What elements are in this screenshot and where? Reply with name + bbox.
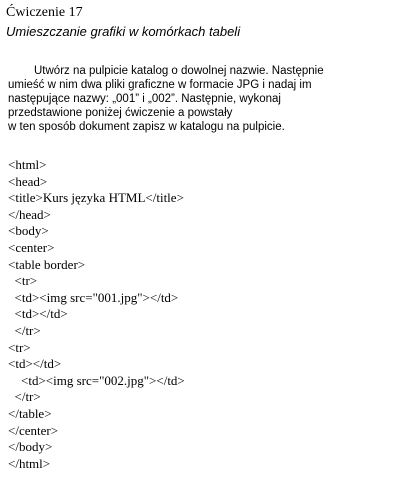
code-line: <td></td> — [8, 306, 68, 322]
code-line: <table border> — [8, 256, 86, 272]
code-line: <td></td> — [8, 356, 62, 372]
code-line: <td><img src="002.jpg"></td> — [8, 372, 185, 388]
code-line: <tr> — [8, 339, 31, 355]
code-line: </body> — [8, 439, 53, 455]
code-line: <td><img src="001.jpg"></td> — [8, 289, 179, 305]
code-line: <head> — [8, 173, 48, 189]
code-line: <tr> — [8, 273, 38, 289]
code-line: <center> — [8, 239, 55, 255]
instruction-line: w ten sposób dokument zapisz w katalogu na pulpicie. — [8, 121, 285, 133]
code-line: </center> — [8, 422, 59, 438]
exercise-title: Ćwiczenie 17 — [6, 5, 83, 20]
code-line: </html> — [8, 455, 51, 471]
instruction-line: przedstawione poniżej ćwiczenie a powstały — [8, 107, 233, 119]
instruction-line: następujące nazwy: „001” i „002”. Następnie, wykonaj — [8, 93, 281, 105]
instruction-line: Utwórz na pulpicie katalog o dowolnej nazwie. Następnie — [34, 65, 324, 77]
code-line: <title>Kurs języka HTML</title> — [8, 190, 184, 206]
code-line: <html> — [8, 157, 47, 172]
code-line: </tr> — [8, 322, 41, 338]
instructions-paragraph — [8, 64, 404, 134]
instruction-line: umieść w nim dwa pliki graficzne w formacie JPG i nadaj im — [8, 79, 312, 91]
html-code-listing — [8, 157, 185, 472]
code-line: </table> — [8, 405, 52, 421]
exercise-subtitle: Umieszczanie grafiki w komórkach tabeli — [6, 24, 241, 39]
code-line: </tr> — [8, 389, 41, 405]
code-line: <body> — [8, 223, 49, 239]
code-line: </head> — [8, 206, 51, 222]
